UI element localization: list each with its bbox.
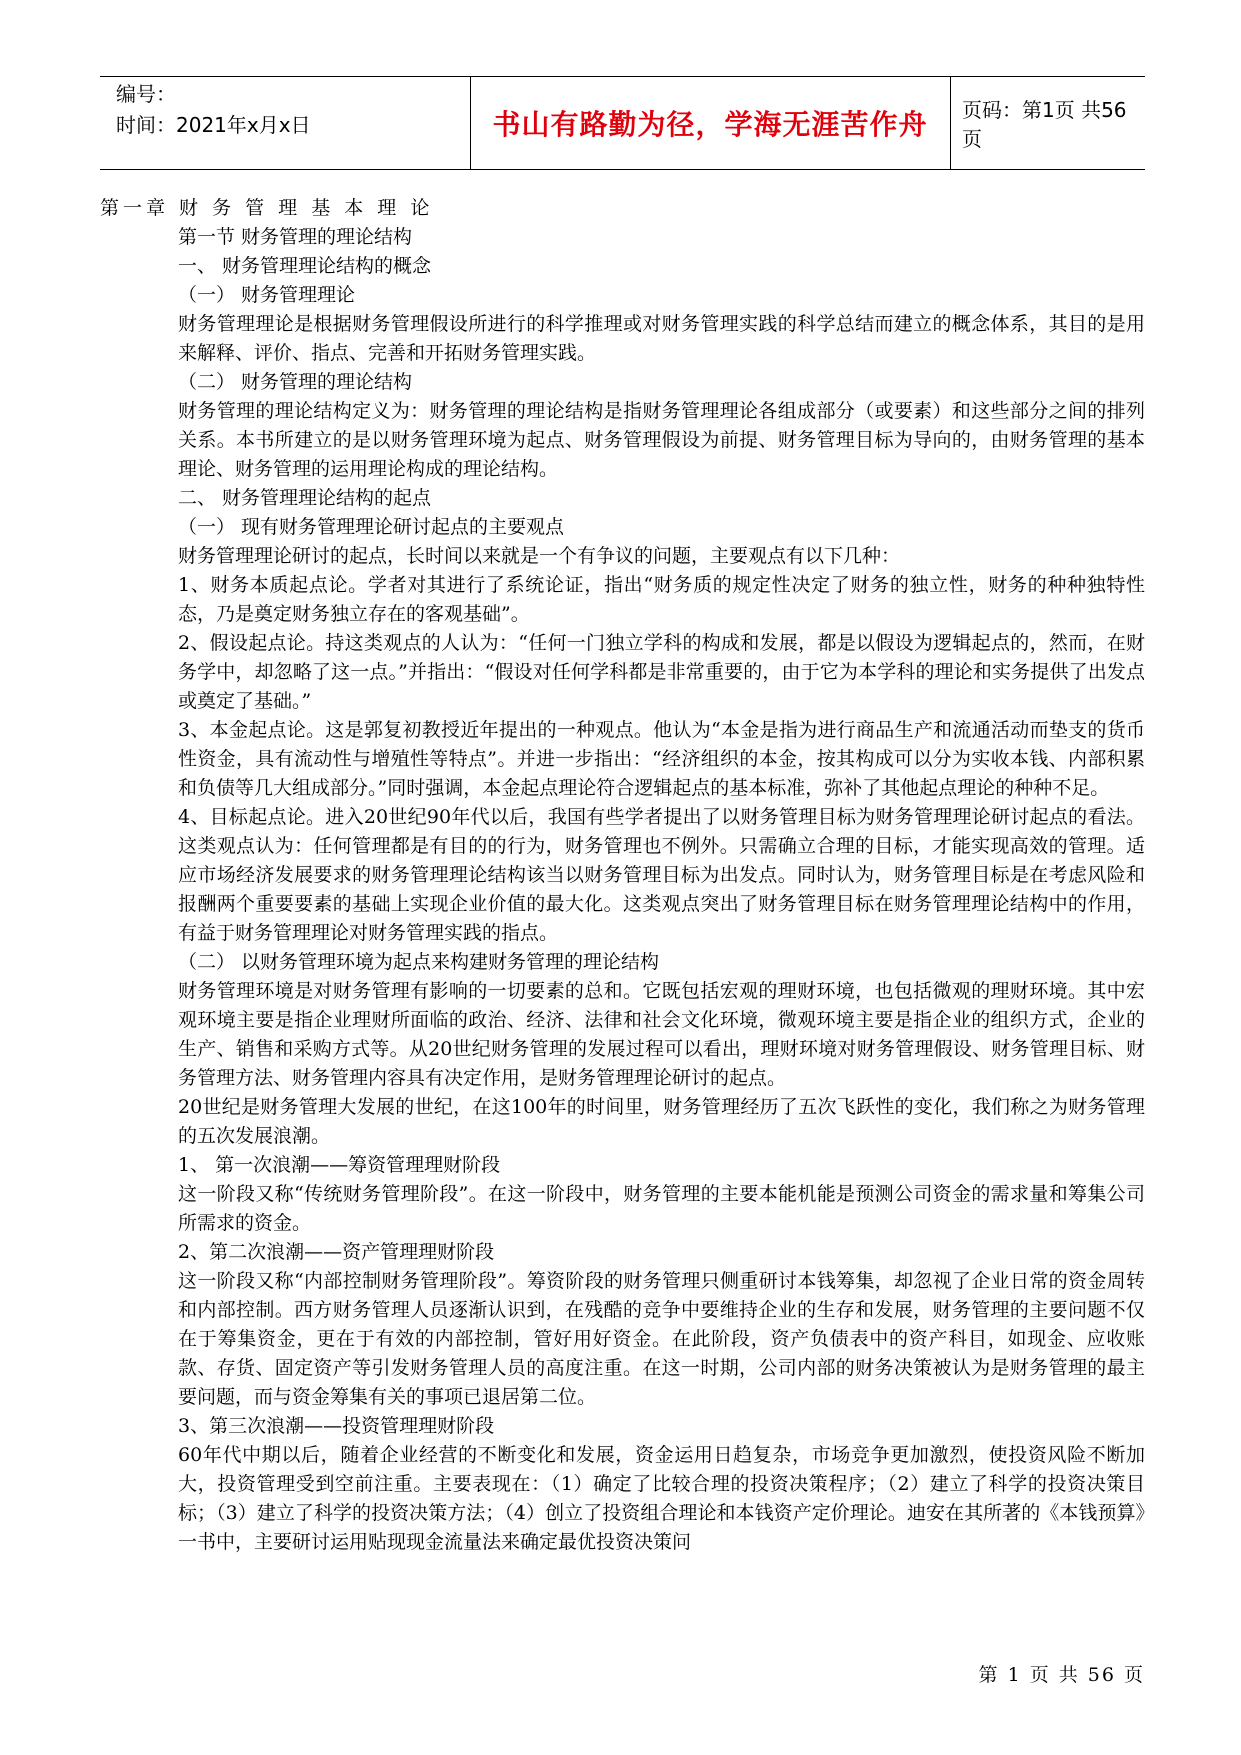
paragraph: 1、财务本质起点论。学者对其进行了系统论证，指出“财务质的规定性决定了财务的独立性，财务的种种独特性态，乃是奠定财务独立存在的客观基础”。 — [178, 574, 1145, 625]
document-body — [100, 194, 1145, 1557]
page-header — [100, 76, 1145, 170]
page-footer: 第 1 页 共 56 页 — [978, 1664, 1145, 1686]
paragraph: 财务管理的理论结构定义为：财务管理的理论结构是指财务管理理论各组成部分（或要素）和这些部分之间的排列关系。本书所建立的是以财务管理环境为起点、财务管理假设为前提、财务管理目标为导向的，由财务管理的基本理论、财务管理的运用理论构成的理论结构。 — [178, 400, 1145, 480]
item-heading: （一） 现有财务管理理论研讨起点的主要观点 — [178, 516, 565, 538]
item-heading: （一） 财务管理理论 — [178, 284, 356, 306]
list-heading: 1、 第一次浪潮——筹资管理理财阶段 — [178, 1154, 501, 1176]
paragraph: 2、假设起点论。持这类观点的人认为：“任何一门独立学科的构成和发展，都是以假设为逻辑起点的，然而，在财务学中，却忽略了这一点。”并指出：“假设对任何学科都是非常重要的，由于它为本学科的理论和实务提供了出发点或奠定了基础。” — [178, 632, 1145, 712]
subsection-heading: 一、 财务管理理论结构的概念 — [178, 255, 432, 277]
paragraph: 20世纪是财务管理大发展的世纪，在这100年的时间里，财务管理经历了五次飞跃性的变化，我们称之为财务管理的五次发展浪潮。 — [178, 1096, 1145, 1147]
paragraph: 3、本金起点论。这是郭复初教授近年提出的一种观点。他认为“本金是指为进行商品生产和流通活动而垫支的货币性资金，具有流动性与增殖性等特点”。并进一步指出：“经济组织的本金，按其构成可以分为实收本钱、内部积累和负债等几大组成部分。”同时强调，本金起点理论符合逻辑起点的基本标准，弥补了其他起点理论的种种不足。 — [178, 719, 1145, 799]
list-heading: 3、第三次浪潮——投资管理理财阶段 — [178, 1415, 495, 1437]
header-divider-right — [950, 77, 951, 169]
paragraph: 4、目标起点论。进入20世纪90年代以后，我国有些学者提出了以财务管理目标为财务管理理论研讨起点的看法。这类观点认为：任何管理都是有目的的行为，财务管理也不例外。只需确立合理的目标，才能实现高效的管理。适应市场经济发展要求的财务管理理论结构该当以财务管理目标为出发点。同时认为，财务管理目标是在考虑风险和报酬两个重要要素的基础上实现企业价值的最大化。这类观点突出了财务管理目标在财务管理理论结构中的作用，有益于财务管理理论对财务管理实践的指点。 — [178, 806, 1145, 944]
section-title: 第一节 财务管理的理论结构 — [178, 226, 413, 248]
header-motto: 书山有路勤为径，学海无涯苦作舟 — [492, 108, 928, 141]
header-meta — [116, 79, 466, 141]
paragraph: 财务管理理论是根据财务管理假设所进行的科学推理或对财务管理实践的科学总结而建立的概念体系，其目的是用来解释、评价、指点、完善和开拓财务管理实践。 — [178, 313, 1145, 364]
item-heading: （二） 财务管理的理论结构 — [178, 371, 413, 393]
paragraph: 60年代中期以后，随着企业经营的不断变化和发展，资金运用日趋复杂，市场竞争更加激烈，使投资风险不断加大，投资管理受到空前注重。主要表现在：（1）确定了比较合理的投资决策程序；（2）建立了科学的投资决策目标；（3）建立了科学的投资决策方法；（4）创立了投资组合理论和本钱资产定价理论。迪安在其所著的《本钱预算》一书中，主要研讨运用贴现现金流量法来确定最优投资决策问 — [178, 1444, 1145, 1553]
paragraph: 这一阶段又称“内部控制财务管理阶段”。筹资阶段的财务管理只侧重研讨本钱筹集，却忽视了企业日常的资金周转和内部控制。西方财务管理人员逐渐认识到，在残酷的竞争中要维持企业的生存和发展，财务管理的主要问题不仅在于筹集资金，更在于有效的内部控制，管好用好资金。在此阶段，资产负债表中的资产科目，如现金、应收账款、存货、固定资产等引发财务管理人员的高度注重。在这一时期，公司内部的财务决策被认为是财务管理的最主要问题，而与资金筹集有关的事项已退居第二位。 — [178, 1270, 1145, 1408]
item-heading: （二） 以财务管理环境为起点来构建财务管理的理论结构 — [178, 951, 660, 973]
number-label: 编号： — [116, 82, 176, 106]
paragraph: 这一阶段又称“传统财务管理阶段”。在这一阶段中，财务管理的主要本能机能是预测公司资金的需求量和筹集公司所需求的资金。 — [178, 1183, 1145, 1234]
header-page-label: 页码：第1页 共56页 — [962, 98, 1127, 151]
paragraph: 财务管理环境是对财务管理有影响的一切要素的总和。它既包括宏观的理财环境，也包括微观的理财环境。其中宏观环境主要是指企业理财所面临的政治、经济、法律和社会文化环境，微观环境主要是指企业的组织方式，企业的生产、销售和采购方式等。从20世纪财务管理的发展过程可以看出，理财环境对财务管理假设、财务管理目标、财务管理方法、财务管理内容具有决定作用，是财务管理理论研讨的起点。 — [178, 980, 1145, 1089]
subsection-heading: 二、 财务管理理论结构的起点 — [178, 487, 432, 509]
chapter-title: 第一章 财 务 管 理 基 本 理 论 — [100, 197, 434, 219]
time-label: 时间：2021年x月x日 — [116, 113, 311, 137]
list-heading: 2、第二次浪潮——资产管理理财阶段 — [178, 1241, 495, 1263]
paragraph: 财务管理理论研讨的起点，长时间以来就是一个有争议的问题，主要观点有以下几种： — [178, 545, 901, 567]
